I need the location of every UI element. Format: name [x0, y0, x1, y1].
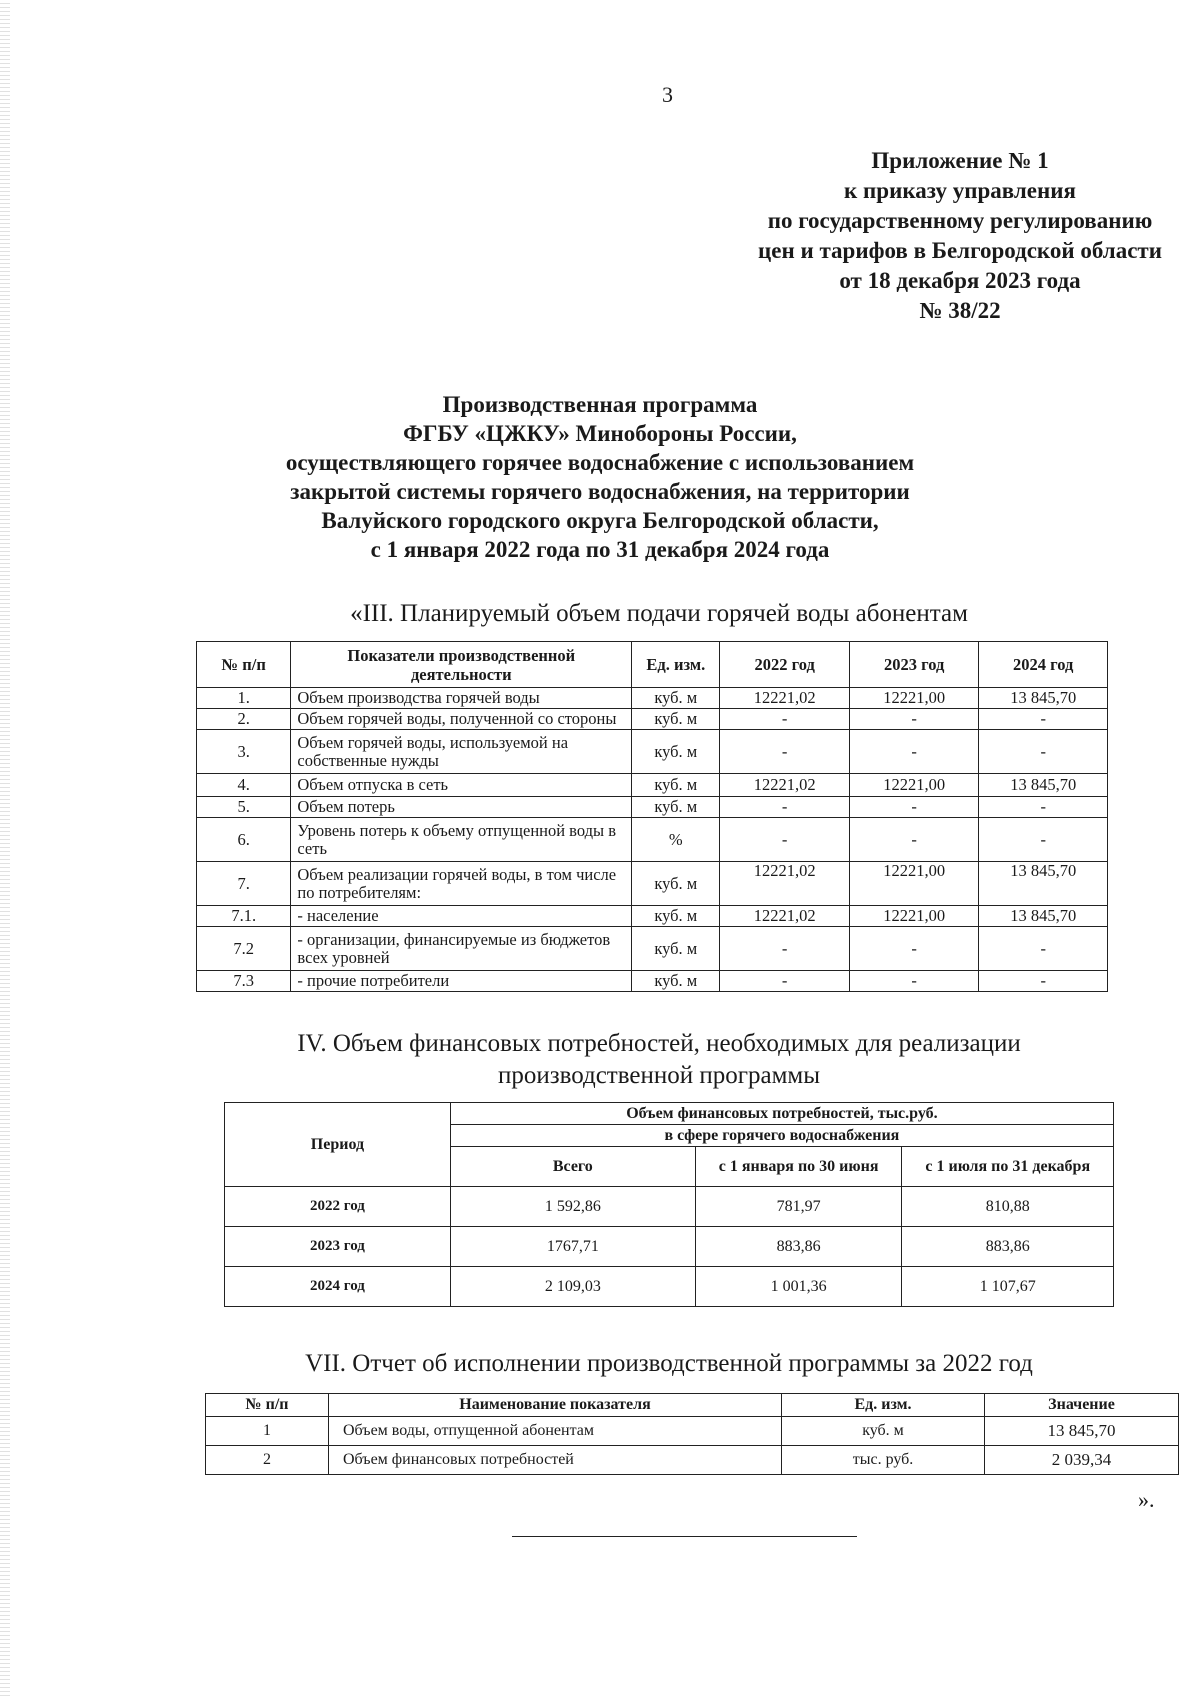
row-value-2024: - [979, 971, 1108, 992]
row-num: 7.1. [197, 906, 291, 927]
appendix-line: к приказу управления [844, 178, 1076, 203]
col-header-indicator: Показатели производственной деятельности [291, 642, 632, 688]
row-num: 6. [197, 818, 291, 862]
row-value-2022: - [720, 971, 850, 992]
col-header-subgroup: в сфере горячего водоснабжения [450, 1125, 1113, 1147]
row-value-2023: - [849, 971, 979, 992]
row-total: 1767,71 [450, 1227, 695, 1267]
table-row [197, 730, 1108, 774]
row-name: Объем воды, отпущенной абонентам [329, 1417, 782, 1446]
row-value-2024: - [979, 797, 1108, 818]
row-num: 1 [206, 1417, 329, 1446]
table-row [206, 1417, 1179, 1446]
row-value-2022: - [720, 730, 850, 774]
table-row [197, 862, 1108, 906]
row-num: 7.2 [197, 927, 291, 971]
col-header-name: Наименование показателя [329, 1394, 782, 1417]
page-number: 3 [662, 82, 673, 107]
row-value-2024: - [979, 730, 1108, 774]
row-num: 2. [197, 709, 291, 730]
row-value-2024: 13 845,70 [979, 906, 1108, 927]
table-row [197, 818, 1108, 862]
col-header-period: Период [225, 1103, 451, 1187]
row-num: 5. [197, 797, 291, 818]
row-num: 2 [206, 1446, 329, 1475]
table-row [197, 688, 1108, 709]
row-h1: 1 001,36 [695, 1267, 902, 1307]
appendix-line: Приложение № 1 [871, 148, 1049, 173]
row-unit: куб. м [632, 927, 720, 971]
row-value-2023: - [849, 730, 979, 774]
col-header-num: № п/п [197, 642, 291, 688]
row-unit: куб. м [632, 730, 720, 774]
row-value-2024: 13 845,70 [979, 774, 1108, 797]
program-title [140, 390, 1060, 564]
row-value-2022: 12221,02 [720, 688, 850, 709]
row-h1: 781,97 [695, 1187, 902, 1227]
row-value-2023: 12221,00 [849, 774, 979, 797]
row-h2: 883,86 [902, 1227, 1114, 1267]
table-row [225, 1267, 1114, 1307]
row-value-2023: - [849, 818, 979, 862]
row-unit: куб. м [782, 1417, 985, 1446]
appendix-line: от 18 декабря 2023 года [839, 268, 1081, 293]
row-value-2022: - [720, 927, 850, 971]
row-h2: 810,88 [902, 1187, 1114, 1227]
row-value-2023: 12221,00 [849, 906, 979, 927]
col-header-total: Всего [450, 1147, 695, 1187]
row-value-2023: 12221,00 [849, 862, 979, 906]
program-title-line: Валуйского городского округа Белгородской области, [321, 508, 879, 533]
table-row [197, 774, 1108, 797]
row-value-2022: 12221,02 [720, 862, 850, 906]
row-unit: куб. м [632, 774, 720, 797]
table-row [197, 709, 1108, 730]
row-unit: куб. м [632, 862, 720, 906]
col-header-value: Значение [985, 1394, 1179, 1417]
row-name: Объем реализации горячей воды, в том числе по потребителям: [291, 862, 632, 906]
program-title-line: осуществляющего горячее водоснабжение с использованием [285, 450, 915, 475]
row-value-2022: - [720, 709, 850, 730]
row-name: - население [291, 906, 632, 927]
row-unit: куб. м [632, 688, 720, 709]
row-name: - прочие потребители [291, 971, 632, 992]
table-row [197, 797, 1108, 818]
section7-table [205, 1393, 1179, 1475]
row-name: Объем потерь [291, 797, 632, 818]
row-num: 7. [197, 862, 291, 906]
section3-heading: «III. Планируемый объем подачи горячей воды абонентам [350, 600, 968, 627]
row-h2: 1 107,67 [902, 1267, 1114, 1307]
row-num: 4. [197, 774, 291, 797]
table-row [206, 1446, 1179, 1475]
col-header-group: Объем финансовых потребностей, тыс.руб. [450, 1103, 1113, 1125]
col-header-2023: 2023 год [849, 642, 979, 688]
row-value: 13 845,70 [985, 1417, 1179, 1446]
row-value-2024: 13 845,70 [979, 688, 1108, 709]
col-header-num: № п/п [206, 1394, 329, 1417]
row-value-2022: 12221,02 [720, 906, 850, 927]
row-name: - организации, финансируемые из бюджетов всех уровней [291, 927, 632, 971]
table-row [225, 1227, 1114, 1267]
row-unit: % [632, 818, 720, 862]
row-value-2024: 13 845,70 [979, 862, 1108, 906]
row-total: 2 109,03 [450, 1267, 695, 1307]
row-unit: куб. м [632, 797, 720, 818]
section4-heading-line2: производственной программы [497, 1062, 821, 1089]
signature-line [512, 1536, 857, 1537]
scan-edge-artifact [0, 0, 10, 1697]
row-name: Уровень потерь к объему отпущенной воды в сеть [291, 818, 632, 862]
row-h1: 883,86 [695, 1227, 902, 1267]
col-header-unit: Ед. изм. [632, 642, 720, 688]
row-period: 2023 год [225, 1227, 451, 1267]
row-value-2024: - [979, 709, 1108, 730]
table-row [197, 927, 1108, 971]
program-title-line: с 1 января 2022 года по 31 декабря 2024 года [370, 537, 830, 562]
col-header-2024: 2024 год [979, 642, 1108, 688]
section3-table [196, 641, 1108, 992]
program-title-line: ФГБУ «ЦЖКУ» Минобороны России, [403, 421, 797, 446]
row-value: 2 039,34 [985, 1446, 1179, 1475]
row-value-2024: - [979, 818, 1108, 862]
row-num: 7.3 [197, 971, 291, 992]
row-num: 1. [197, 688, 291, 709]
row-period: 2022 год [225, 1187, 451, 1227]
row-value-2022: - [720, 797, 850, 818]
appendix-header [660, 146, 1200, 326]
row-value-2023: 12221,00 [849, 688, 979, 709]
appendix-line: по государственному регулированию [767, 208, 1153, 233]
row-name: Объем горячей воды, полученной со стороны [291, 709, 632, 730]
col-header-2022: 2022 год [720, 642, 850, 688]
program-title-line: Производственная программа [442, 392, 758, 417]
table-row [225, 1187, 1114, 1227]
table-row [197, 906, 1108, 927]
program-title-line: закрытой системы горячего водоснабжения, на территории [290, 479, 910, 504]
section7-heading: VII. Отчет об исполнении производственной программы за 2022 год [305, 1350, 1033, 1377]
row-num: 3. [197, 730, 291, 774]
row-value-2023: - [849, 927, 979, 971]
table-row [197, 971, 1108, 992]
row-name: Объем отпуска в сеть [291, 774, 632, 797]
row-unit: куб. м [632, 709, 720, 730]
row-name: Объем горячей воды, используемой на собственные нужды [291, 730, 632, 774]
appendix-line: цен и тарифов в Белгородской области [758, 238, 1162, 263]
section4-heading-line1: IV. Объем финансовых потребностей, необходимых для реализации [297, 1030, 1021, 1057]
row-name: Объем финансовых потребностей [329, 1446, 782, 1475]
col-header-h1: с 1 января по 30 июня [695, 1147, 902, 1187]
row-unit: тыс. руб. [782, 1446, 985, 1475]
row-value-2023: - [849, 709, 979, 730]
row-value-2022: - [720, 818, 850, 862]
section4-table [224, 1102, 1114, 1307]
row-period: 2024 год [225, 1267, 451, 1307]
col-header-unit: Ед. изм. [782, 1394, 985, 1417]
row-total: 1 592,86 [450, 1187, 695, 1227]
closing-quote-mark: ». [1138, 1487, 1155, 1512]
col-header-h2: с 1 июля по 31 декабря [902, 1147, 1114, 1187]
row-value-2023: - [849, 797, 979, 818]
row-name: Объем производства горячей воды [291, 688, 632, 709]
row-value-2022: 12221,02 [720, 774, 850, 797]
row-value-2024: - [979, 927, 1108, 971]
appendix-line: № 38/22 [919, 298, 1001, 323]
row-unit: куб. м [632, 971, 720, 992]
row-unit: куб. м [632, 906, 720, 927]
